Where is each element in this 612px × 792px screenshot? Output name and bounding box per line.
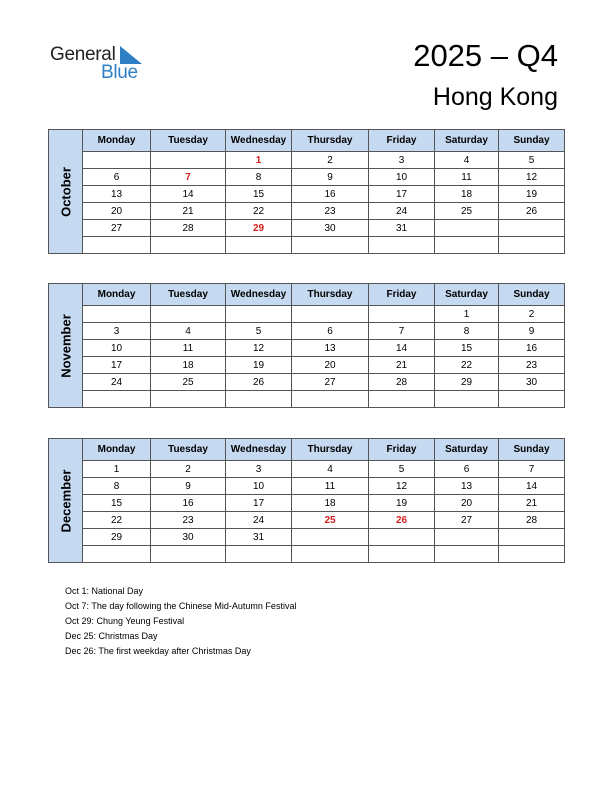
day-cell: 4 (292, 461, 369, 478)
day-cell: 13 (83, 186, 151, 203)
day-cell: 2 (151, 461, 226, 478)
day-cell: 31 (226, 529, 292, 546)
day-cell: 16 (151, 495, 226, 512)
week-row (49, 529, 565, 546)
weekday-header-row (49, 130, 565, 152)
day-cell: 28 (499, 512, 565, 529)
week-row (49, 203, 565, 220)
logo-general-text: General (50, 44, 116, 65)
weekday-header: Monday (83, 439, 151, 461)
weekday-header-row (49, 439, 565, 461)
day-cell: 12 (226, 340, 292, 357)
month-label-cell (49, 284, 83, 408)
day-cell: 15 (226, 186, 292, 203)
day-cell: 10 (83, 340, 151, 357)
day-cell: 30 (499, 374, 565, 391)
day-cell: 18 (435, 186, 499, 203)
weekday-header: Sunday (499, 130, 565, 152)
day-cell: 11 (292, 478, 369, 495)
month-november (48, 283, 564, 408)
weekday-header: Saturday (435, 284, 499, 306)
weekday-header: Thursday (292, 130, 369, 152)
day-cell: 6 (292, 323, 369, 340)
logo-blue-text: Blue (101, 62, 138, 83)
holiday-note: Dec 26: The first weekday after Christmas Day (65, 646, 251, 656)
week-row (49, 461, 565, 478)
day-cell: 1 (435, 306, 499, 323)
weekday-header: Thursday (292, 284, 369, 306)
day-cell: 10 (226, 478, 292, 495)
day-cell (435, 237, 499, 254)
day-cell: 26 (369, 512, 435, 529)
day-cell: 4 (435, 152, 499, 169)
weekday-header: Wednesday (226, 284, 292, 306)
day-cell: 28 (151, 220, 226, 237)
day-cell: 27 (83, 220, 151, 237)
day-cell: 6 (435, 461, 499, 478)
day-cell (292, 237, 369, 254)
weekday-header: Saturday (435, 130, 499, 152)
day-cell: 27 (435, 512, 499, 529)
weekday-header: Sunday (499, 284, 565, 306)
day-cell: 29 (226, 220, 292, 237)
weekday-header: Tuesday (151, 284, 226, 306)
calendar-table (48, 129, 565, 254)
week-row (49, 323, 565, 340)
day-cell (226, 546, 292, 563)
day-cell: 5 (499, 152, 565, 169)
day-cell: 7 (499, 461, 565, 478)
day-cell (292, 306, 369, 323)
day-cell: 14 (369, 340, 435, 357)
day-cell (151, 152, 226, 169)
day-cell (435, 546, 499, 563)
weekday-header: Wednesday (226, 130, 292, 152)
weekday-header: Wednesday (226, 439, 292, 461)
month-label-cell (49, 439, 83, 563)
day-cell: 11 (151, 340, 226, 357)
day-cell (369, 529, 435, 546)
day-cell: 14 (151, 186, 226, 203)
day-cell (435, 220, 499, 237)
day-cell (83, 546, 151, 563)
day-cell: 7 (151, 169, 226, 186)
day-cell: 25 (435, 203, 499, 220)
week-row (49, 152, 565, 169)
day-cell: 12 (499, 169, 565, 186)
weekday-header: Friday (369, 439, 435, 461)
day-cell: 1 (83, 461, 151, 478)
weekday-header: Monday (83, 130, 151, 152)
day-cell: 2 (499, 306, 565, 323)
day-cell: 13 (292, 340, 369, 357)
week-row (49, 374, 565, 391)
day-cell (151, 546, 226, 563)
week-row (49, 220, 565, 237)
weekday-header: Saturday (435, 439, 499, 461)
day-cell: 23 (151, 512, 226, 529)
page-title: 2025 – Q4 (413, 38, 558, 73)
day-cell (369, 306, 435, 323)
day-cell (499, 529, 565, 546)
day-cell: 15 (83, 495, 151, 512)
day-cell: 9 (292, 169, 369, 186)
day-cell (369, 391, 435, 408)
day-cell: 19 (499, 186, 565, 203)
day-cell: 22 (83, 512, 151, 529)
day-cell: 16 (292, 186, 369, 203)
month-october (48, 129, 564, 254)
day-cell (499, 546, 565, 563)
day-cell: 25 (292, 512, 369, 529)
day-cell: 20 (435, 495, 499, 512)
day-cell: 26 (499, 203, 565, 220)
day-cell (292, 529, 369, 546)
day-cell: 3 (83, 323, 151, 340)
day-cell: 22 (226, 203, 292, 220)
holiday-notes (65, 584, 296, 659)
weekday-header: Thursday (292, 439, 369, 461)
day-cell: 22 (435, 357, 499, 374)
week-row (49, 495, 565, 512)
day-cell: 4 (151, 323, 226, 340)
week-row (49, 340, 565, 357)
day-cell: 20 (83, 203, 151, 220)
day-cell: 8 (226, 169, 292, 186)
day-cell (499, 237, 565, 254)
holiday-note: Dec 25: Christmas Day (65, 631, 158, 641)
day-cell: 21 (499, 495, 565, 512)
weekday-header: Tuesday (151, 439, 226, 461)
day-cell (369, 237, 435, 254)
day-cell: 21 (151, 203, 226, 220)
day-cell: 31 (369, 220, 435, 237)
day-cell: 17 (226, 495, 292, 512)
weekday-header: Tuesday (151, 130, 226, 152)
day-cell: 13 (435, 478, 499, 495)
day-cell: 24 (226, 512, 292, 529)
week-row (49, 357, 565, 374)
day-cell: 27 (292, 374, 369, 391)
week-row (49, 546, 565, 563)
day-cell: 26 (226, 374, 292, 391)
day-cell: 7 (369, 323, 435, 340)
week-row (49, 512, 565, 529)
day-cell: 8 (435, 323, 499, 340)
day-cell (499, 220, 565, 237)
weekday-header-row (49, 284, 565, 306)
day-cell: 19 (226, 357, 292, 374)
week-row (49, 237, 565, 254)
day-cell: 9 (151, 478, 226, 495)
month-december (48, 438, 564, 563)
logo (50, 44, 150, 84)
holiday-note: Oct 29: Chung Yeung Festival (65, 616, 185, 626)
day-cell: 9 (499, 323, 565, 340)
month-name: November (58, 313, 73, 378)
day-cell (83, 306, 151, 323)
day-cell: 2 (292, 152, 369, 169)
day-cell (499, 391, 565, 408)
day-cell: 19 (369, 495, 435, 512)
day-cell (83, 237, 151, 254)
holiday-note: Oct 1: National Day (65, 586, 144, 596)
day-cell: 1 (226, 152, 292, 169)
day-cell: 25 (151, 374, 226, 391)
calendar-table (48, 283, 565, 408)
holiday-note: Oct 7: The day following the Chinese Mid-Autumn Festival (65, 601, 297, 611)
day-cell (83, 152, 151, 169)
day-cell: 16 (499, 340, 565, 357)
day-cell: 29 (83, 529, 151, 546)
day-cell: 23 (499, 357, 565, 374)
day-cell: 17 (369, 186, 435, 203)
day-cell: 15 (435, 340, 499, 357)
day-cell (83, 391, 151, 408)
day-cell: 30 (151, 529, 226, 546)
day-cell (435, 529, 499, 546)
day-cell (292, 391, 369, 408)
week-row (49, 391, 565, 408)
weekday-header: Friday (369, 130, 435, 152)
day-cell: 18 (292, 495, 369, 512)
day-cell (292, 546, 369, 563)
day-cell: 8 (83, 478, 151, 495)
day-cell: 3 (226, 461, 292, 478)
weekday-header: Monday (83, 284, 151, 306)
day-cell: 18 (151, 357, 226, 374)
month-label-cell (49, 130, 83, 254)
day-cell (226, 306, 292, 323)
day-cell (151, 391, 226, 408)
country-name: Hong Kong (432, 83, 558, 111)
calendar-table (48, 438, 565, 563)
day-cell: 5 (369, 461, 435, 478)
day-cell (369, 546, 435, 563)
day-cell: 12 (369, 478, 435, 495)
month-name: December (58, 469, 73, 532)
day-cell: 17 (83, 357, 151, 374)
day-cell (226, 391, 292, 408)
day-cell: 24 (83, 374, 151, 391)
day-cell: 5 (226, 323, 292, 340)
weekday-header: Friday (369, 284, 435, 306)
week-row (49, 186, 565, 203)
day-cell: 3 (369, 152, 435, 169)
weekday-header: Sunday (499, 439, 565, 461)
day-cell: 23 (292, 203, 369, 220)
day-cell: 11 (435, 169, 499, 186)
day-cell: 6 (83, 169, 151, 186)
week-row (49, 306, 565, 323)
day-cell (226, 237, 292, 254)
day-cell (151, 237, 226, 254)
month-name: October (58, 166, 73, 217)
day-cell: 30 (292, 220, 369, 237)
day-cell (435, 391, 499, 408)
day-cell: 20 (292, 357, 369, 374)
day-cell: 29 (435, 374, 499, 391)
day-cell: 28 (369, 374, 435, 391)
day-cell (151, 306, 226, 323)
week-row (49, 169, 565, 186)
day-cell: 10 (369, 169, 435, 186)
week-row (49, 478, 565, 495)
day-cell: 24 (369, 203, 435, 220)
day-cell: 21 (369, 357, 435, 374)
day-cell: 14 (499, 478, 565, 495)
